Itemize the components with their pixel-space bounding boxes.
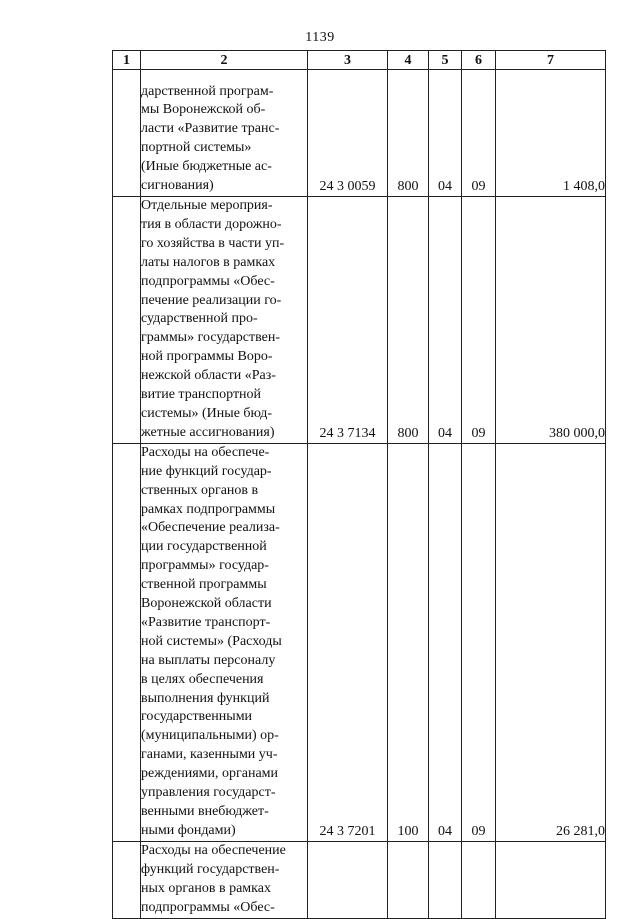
description-cell: Расходы на обеспече- ние функций государ- ственных органов в рамках подпрограммы «Обеспечение реализа- ции государственной программы» государ- ственной программы Воронежской области «Развитие транспорт- ной системы» (Расходы на выплаты персоналу в целях обеспечения выполнения функций государственными (муниципальными) ор- ганами, казенными уч- реждениями, органами управления государст- венными внебюджет- ными фондами) xyxy=(141,443,308,841)
column-header: 5 xyxy=(429,51,462,70)
column-header: 6 xyxy=(462,51,496,70)
table-row xyxy=(113,841,606,918)
description-cell: дарственной програм- мы Воронежской об- ласти «Развитие транс- портной системы» (Иные бюджетные ас- сигнования) xyxy=(141,70,308,197)
row-number-cell xyxy=(113,443,141,841)
row-number-cell xyxy=(113,197,141,444)
amount-cell: 380 000,0 xyxy=(496,197,606,444)
section-cell xyxy=(429,841,462,918)
subsection-cell xyxy=(462,841,496,918)
subsection-cell: 09 xyxy=(462,70,496,197)
table-row xyxy=(113,197,606,444)
row-number-cell xyxy=(113,841,141,918)
table-row xyxy=(113,443,606,841)
column-header: 1 xyxy=(113,51,141,70)
target-code-cell: 24 3 0059 xyxy=(308,70,388,197)
expense-type-cell: 100 xyxy=(388,443,429,841)
page-number: 1139 xyxy=(305,30,335,45)
target-code-cell: 24 3 7201 xyxy=(308,443,388,841)
subsection-cell: 09 xyxy=(462,443,496,841)
row-number-cell xyxy=(113,70,141,197)
expense-type-cell: 800 xyxy=(388,197,429,444)
amount-cell xyxy=(496,841,606,918)
target-code-cell xyxy=(308,841,388,918)
column-header: 7 xyxy=(496,51,606,70)
target-code-cell: 24 3 7134 xyxy=(308,197,388,444)
amount-cell: 1 408,0 xyxy=(496,70,606,197)
expense-type-cell xyxy=(388,841,429,918)
description-cell: Расходы на обеспечение функций государствен- ных органов в рамках подпрограммы «Обес- xyxy=(141,841,308,918)
subsection-cell: 09 xyxy=(462,197,496,444)
section-cell: 04 xyxy=(429,443,462,841)
section-cell: 04 xyxy=(429,197,462,444)
table-header-row xyxy=(113,51,606,70)
section-cell: 04 xyxy=(429,70,462,197)
table-row xyxy=(113,70,606,197)
column-header: 3 xyxy=(308,51,388,70)
amount-cell: 26 281,0 xyxy=(496,443,606,841)
description-cell: Отдельные мероприя- тия в области дорожно- го хозяйства в части уп- латы налогов в рамках подпрограммы «Обес- печение реализации го- сударственной про- граммы» государствен- ной программы Воро- нежской области «Раз- витие транспортной системы» (Иные бюд- жетные ассигнования) xyxy=(141,197,308,444)
expense-type-cell: 800 xyxy=(388,70,429,197)
column-header: 4 xyxy=(388,51,429,70)
column-header: 2 xyxy=(141,51,308,70)
budget-table xyxy=(112,50,606,919)
